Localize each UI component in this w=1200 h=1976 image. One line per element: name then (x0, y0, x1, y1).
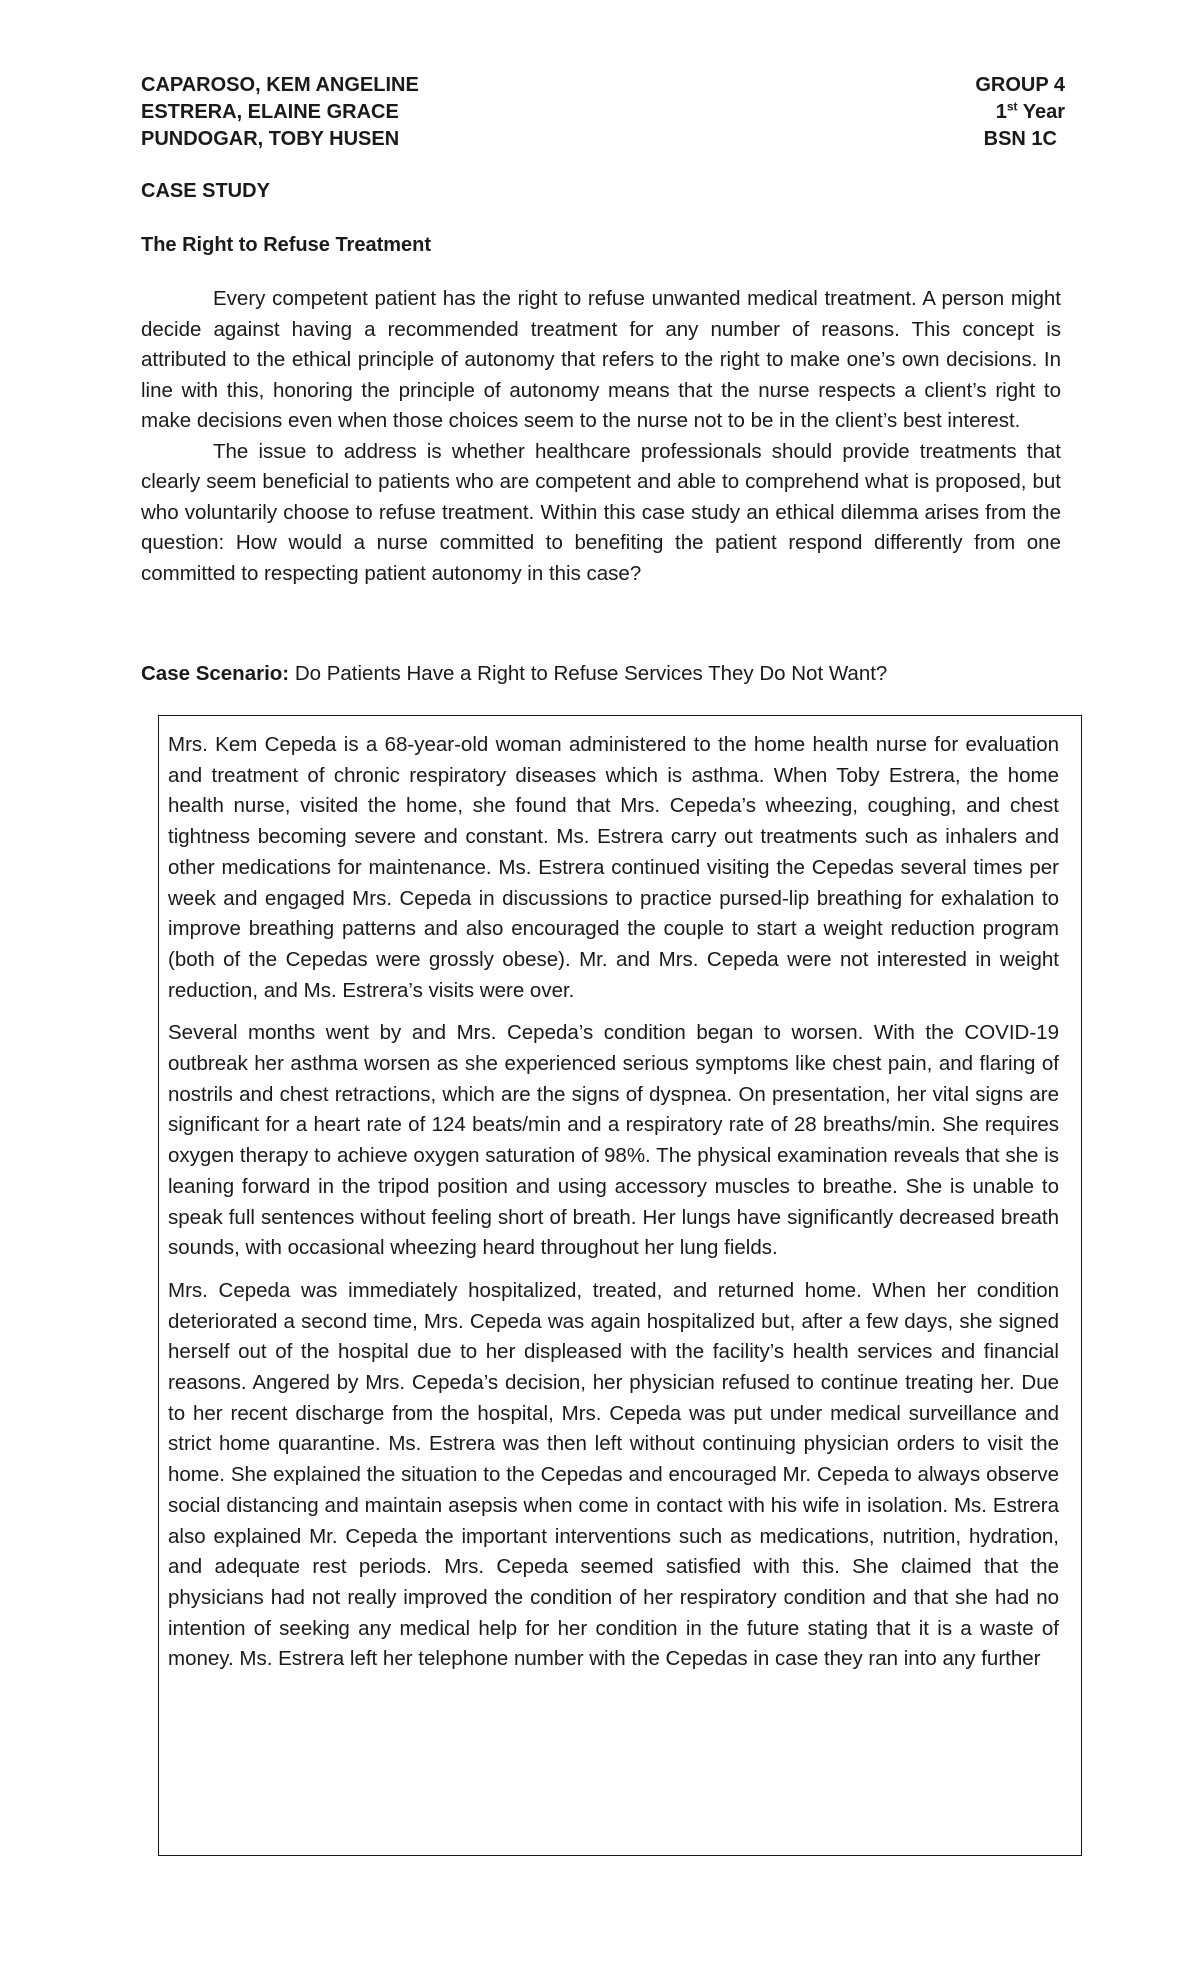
case-paragraph-1: Mrs. Kem Cepeda is a 68-year-old woman administered to the home health nurse for evaluation and treatment of chronic respiratory diseases which is asthma. When Toby Estrera, the home health nurse, visited the home, she found that Mrs. Cepeda’s wheezing, coughing, and chest tightness becoming severe and constant. Ms. Estrera carry out treatments such as inhalers and other medications for maintenance. Ms. Estrera continued visiting the Cepedas several times per week and engaged Mrs. Cepeda in discussions to practice pursed-lip breathing for exhalation to improve breathing patterns and also encouraged the couple to start a weight reduction program (both of the Cepedas were grossly obese). Mr. and Mrs. Cepeda were not interested in weight reduction, and Ms. Estrera’s visits were over. (168, 733, 1059, 1002)
group-label: GROUP 4 (975, 74, 1065, 96)
case-scenario-question: Do Patients Have a Right to Refuse Services They Do Not Want? (289, 662, 888, 685)
document-header (141, 72, 1065, 153)
year-label (996, 99, 1065, 126)
section-label: BSN 1C (983, 128, 1057, 150)
case-scenario-box (158, 715, 1082, 1856)
year-word: Year (1017, 101, 1065, 123)
case-paragraph-3: Mrs. Cepeda was immediately hospitalized, treated, and returned home. When her condition deteriorated a second time, Mrs. Cepeda was again hospitalized but, after a few days, she signed herself out of the hospital due to her displeased with the facility’s health services and financial reasons. Angered by Mrs. Cepeda’s decision, her physician refused to continue treating her. Due to her recent discharge from the hospital, Mrs. Cepeda was put under medical surveillance and strict home quarantine. Ms. Estrera was then left without continuing physician orders to visit the home. She explained the situation to the Cepedas and encouraged Mr. Cepeda to always observe social distancing and maintain asepsis when come in contact with his wife in isolation. Ms. Estrera also explained Mr. Cepeda the important interventions such as medications, nutrition, hydration, and adequate rest periods. Mrs. Cepeda seemed satisfied with this. She claimed that the physicians had not really improved the condition of her respiratory condition and that she had no intention of seeking any medical help for her condition in the future stating that it is a waste of money. Ms. Estrera left her telephone number with the Cepedas in case they ran into any further (168, 1278, 1059, 1671)
author-name-2: ESTRERA, ELAINE GRACE (141, 101, 399, 123)
case-scenario-line (141, 662, 887, 686)
intro-paragraph-1: Every competent patient has the right to refuse unwanted medical treatment. A person might decide against having a recommended treatment for any number of reasons. This concept is attributed to the ethical principle of autonomy that refers to the right to make one’s own decisions. In line with this, honoring the principle of autonomy means that the nurse respects a client’s right to make decisions even when those choices seem to the nurse not to be in the client’s best interest. (141, 287, 1061, 432)
year-superscript: st (1006, 99, 1018, 114)
year-number: 1 (995, 101, 1007, 123)
header-row-1 (141, 72, 1065, 99)
intro-text (141, 284, 1061, 589)
author-name-3: PUNDOGAR, TOBY HUSEN (141, 128, 400, 150)
page-title: The Right to Refuse Treatment (141, 234, 432, 256)
case-scenario-label: Case Scenario: (141, 662, 290, 685)
author-name-1: CAPAROSO, KEM ANGELINE (141, 74, 419, 96)
intro-paragraph-2: The issue to address is whether healthcare professionals should provide treatments that clearly seem beneficial to patients who are competent and able to comprehend what is proposed, but who voluntarily choose to refuse treatment. Within this case study an ethical dilemma arises from the question: How would a nurse committed to benefiting the patient respond differently from one committed to respecting patient autonomy in this case? (141, 439, 1061, 585)
doc-type-heading: CASE STUDY (141, 180, 270, 202)
header-row-2 (141, 99, 1065, 126)
case-paragraph-2: Several months went by and Mrs. Cepeda’s condition began to worsen. With the COVID-19 outbreak her asthma worsen as she experienced serious symptoms like chest pain, and flaring of nostrils and chest retractions, which are the signs of dyspnea. On presentation, her vital signs are significant for a heart rate of 124 beats/min and a respiratory rate of 28 breaths/min. She requires oxygen therapy to achieve oxygen saturation of 98%. The physical examination reveals that she is leaning forward in the tripod position and using accessory muscles to breathe. She is unable to speak full sentences without feeling short of breath. Her lungs have significantly decreased breath sounds, with occasional wheezing heard throughout her lung fields. (168, 1021, 1059, 1260)
header-row-3 (141, 126, 1065, 153)
